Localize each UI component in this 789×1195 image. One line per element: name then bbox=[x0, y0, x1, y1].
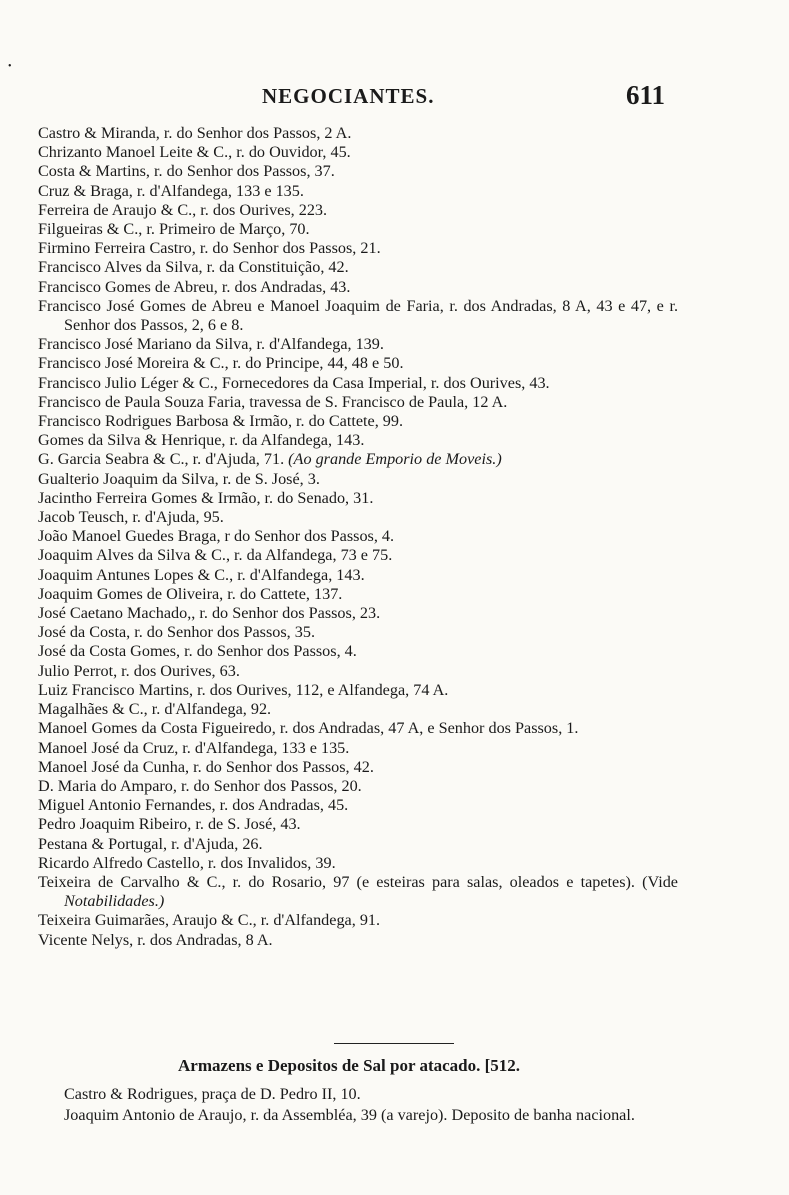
list-item: Julio Perrot, r. dos Ourives, 63. bbox=[38, 661, 240, 680]
italic-note: Notabilidades.) bbox=[64, 892, 165, 911]
list-item: Manoel José da Cunha, r. do Senhor dos Passos, 42. bbox=[38, 757, 374, 776]
list-item: Teixeira Guimarães, Araujo & C., r. d'Alfandega, 91. bbox=[38, 911, 381, 930]
list-item: Vicente Nelys, r. dos Andradas, 8 A. bbox=[38, 930, 273, 949]
list-item: D. Maria do Amparo, r. do Senhor dos Passos, 20. bbox=[38, 776, 362, 795]
section-title: Armazens e Depositos de Sal por atacado. [512. bbox=[178, 1056, 521, 1075]
merchant-listing bbox=[38, 124, 678, 950]
list-item: José da Costa, r. do Senhor dos Passos, 35. bbox=[38, 623, 315, 642]
list-item: Pedro Joaquim Ribeiro, r. de S. José, 43. bbox=[38, 815, 301, 834]
list-item: Ricardo Alfredo Castello, r. dos Invalidos, 39. bbox=[38, 853, 336, 872]
margin-mark: • bbox=[8, 61, 12, 72]
list-item: Francisco José Gomes de Abreu e Manoel Joaquim de Faria, r. dos Andradas, 8 A, 43 e 47, e r. Senhor dos Passos, 2, 6 e 8. bbox=[38, 296, 678, 335]
list-item bbox=[38, 450, 678, 469]
list-item: Luiz Francisco Martins, r. dos Ourives, 112, e Alfandega, 74 A. bbox=[38, 680, 449, 699]
list-item: Castro & Rodrigues, praça de D. Pedro II, 10. bbox=[64, 1085, 361, 1103]
list-item: Miguel Antonio Fernandes, r. dos Andradas, 45. bbox=[38, 796, 349, 815]
list-item: Pestana & Portugal, r. d'Ajuda, 26. bbox=[38, 834, 263, 853]
running-head: NEGOCIANTES. bbox=[262, 84, 435, 108]
list-item: José da Costa Gomes, r. do Senhor dos Passos, 4. bbox=[38, 642, 357, 661]
list-item: Francisco Julio Léger & C., Fornecedores da Casa Imperial, r. dos Ourives, 43. bbox=[38, 373, 550, 392]
list-item: Costa & Martins, r. do Senhor dos Passos, 37. bbox=[38, 162, 335, 181]
entry-text: G. Garcia Seabra & C., r. d'Ajuda, 71. bbox=[38, 450, 285, 469]
list-item: José Caetano Machado,, r. do Senhor dos Passos, 23. bbox=[38, 604, 381, 623]
section-listing bbox=[64, 1084, 684, 1125]
page-number: 611 bbox=[626, 80, 666, 110]
list-item: Ferreira de Araujo & C., r. dos Ourives, 223. bbox=[38, 200, 328, 219]
list-item: Francisco Alves da Silva, r. da Constituição, 42. bbox=[38, 258, 349, 277]
list-item: Joaquim Alves da Silva & C., r. da Alfandega, 73 e 75. bbox=[38, 546, 393, 565]
list-item: Francisco Gomes de Abreu, r. dos Andradas, 43. bbox=[38, 277, 351, 296]
list-item: Francisco de Paula Souza Faria, travessa de S. Francisco de Paula, 12 A. bbox=[38, 392, 508, 411]
list-item: Jacintho Ferreira Gomes & Irmão, r. do Senado, 31. bbox=[38, 488, 374, 507]
list-item: Cruz & Braga, r. d'Alfandega, 133 e 135. bbox=[38, 181, 304, 200]
italic-note: (Ao grande Emporio de Moveis.) bbox=[288, 450, 502, 469]
list-item: Magalhães & C., r. d'Alfandega, 92. bbox=[38, 700, 272, 719]
list-item: Manoel Gomes da Costa Figueiredo, r. dos Andradas, 47 A, e Senhor dos Passos, 1. bbox=[38, 719, 579, 738]
section-divider bbox=[334, 1043, 454, 1044]
list-item: Jacob Teusch, r. d'Ajuda, 95. bbox=[38, 508, 224, 527]
list-item: Filgueiras & C., r. Primeiro de Março, 70. bbox=[38, 220, 310, 239]
list-item: Gualterio Joaquim da Silva, r. de S. José, 3. bbox=[38, 469, 320, 488]
page-header bbox=[0, 80, 789, 114]
list-item: Francisco José Mariano da Silva, r. d'Alfandega, 139. bbox=[38, 335, 384, 354]
list-item bbox=[38, 873, 678, 911]
list-item: Manoel José da Cruz, r. d'Alfandega, 133 e 135. bbox=[38, 738, 350, 757]
list-item: Firmino Ferreira Castro, r. do Senhor dos Passos, 21. bbox=[38, 239, 381, 258]
list-item: Francisco José Moreira & C., r. do Principe, 44, 48 e 50. bbox=[38, 354, 404, 373]
list-item: Joaquim Antonio de Araujo, r. da Assembléa, 39 (a varejo). Deposito de banha nacional. bbox=[64, 1105, 635, 1124]
list-item: Gomes da Silva & Henrique, r. da Alfandega, 143. bbox=[38, 431, 365, 450]
entry-text: Teixeira de Carvalho & C., r. do Rosario, 97 (e esteiras para salas, oleados e tapetes). (Vide bbox=[38, 872, 678, 891]
list-item: Joaquim Gomes de Oliveira, r. do Cattete, 137. bbox=[38, 584, 343, 603]
list-item: Castro & Miranda, r. do Senhor dos Passos, 2 A. bbox=[38, 124, 352, 142]
list-item: Joaquim Antunes Lopes & C., r. d'Alfandega, 143. bbox=[38, 565, 365, 584]
list-item: Francisco Rodrigues Barbosa & Irmão, r. do Cattete, 99. bbox=[38, 412, 404, 431]
list-item: Chrizanto Manoel Leite & C., r. do Ouvidor, 45. bbox=[38, 143, 351, 162]
list-item: João Manoel Guedes Braga, r do Senhor dos Passos, 4. bbox=[38, 527, 395, 546]
